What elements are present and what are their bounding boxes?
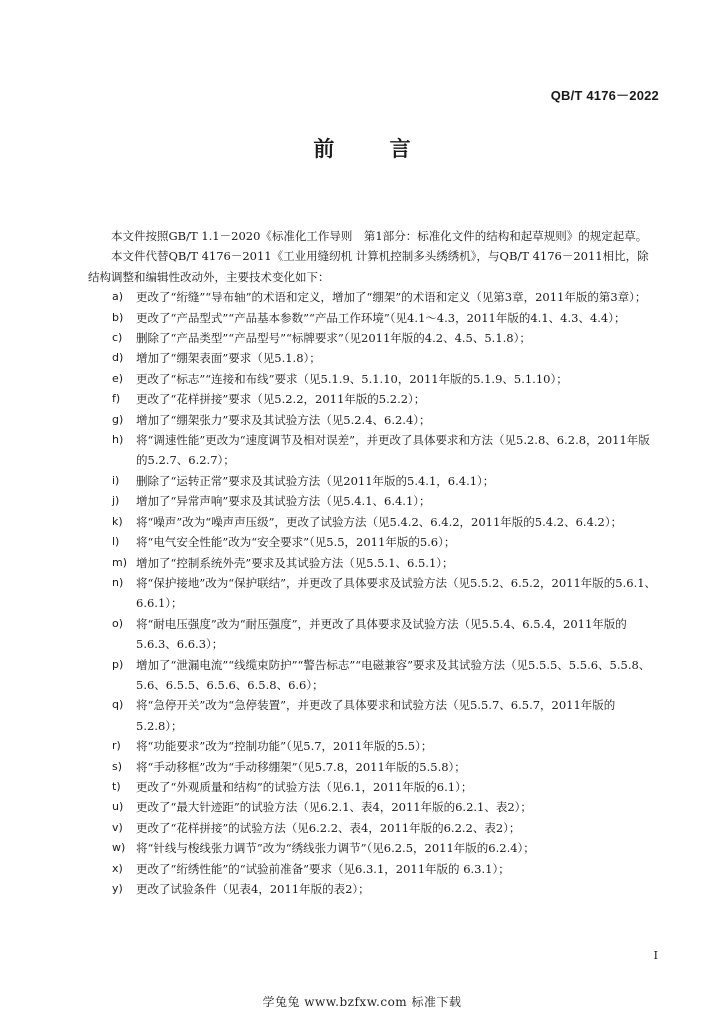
change-text: 增加了“异常声响”要求及其试验方法（见5.4.1、6.4.1）； [136,494,431,509]
change-item [88,838,659,858]
change-text: 将“手动移框”改为“手动移绷架”（见5.7.8，2011年版的5.5.8）； [136,759,466,774]
page-number: I [653,949,658,962]
change-item [88,879,659,899]
change-item [88,491,659,511]
list-marker: a) [112,290,124,304]
change-text: 更改了“标志”“连接和布线”要求（见5.1.9、5.1.10，2011年版的5.1.9、5.1.10）； [136,371,568,386]
change-item [88,859,659,879]
change-item [88,512,659,532]
change-item [88,410,659,430]
change-text: 将“保护接地”改为“保护联结”，并更改了具体要求及试验方法（见5.5.2、6.5.2，2011年版的5.6.1、6.6.1）； [136,575,657,611]
change-text: 更改了“外观质量和结构”的试验方法（见6.1，2011年版的6.1）； [136,779,473,794]
change-text: 更改了“花样拼接”要求（见5.2.2，2011年版的5.2.2）； [136,392,426,407]
change-text: 更改了“绗缝”“导布轴”的术语和定义，增加了“绷架”的术语和定义（见第3章，2011年版的第3章）； [136,290,647,305]
list-marker: b) [112,310,124,324]
change-text: 更改了“绗绣性能”的“试验前准备”要求（见6.3.1，2011年版的 6.3.1）； [136,861,510,876]
list-marker: e) [112,371,124,385]
list-marker: l) [112,535,120,549]
change-item [88,573,659,614]
list-marker: o) [112,616,124,630]
change-item [88,328,659,348]
change-text: 增加了“泄漏电流”“线缆束防护”“警告标志”“电磁兼容”要求及其试验方法（见5.5.5、5.5.6、5.5.8、5.6、6.5.5、6.5.6、6.5.8、6.6）； [136,657,651,692]
list-marker: s) [112,759,123,773]
change-text: 将“针线与梭线张力调节”改为“绣线张力调节”（见6.2.5，2011年版的6.2.4）； [136,841,535,856]
list-marker: p) [112,657,124,671]
change-item [88,777,659,797]
change-item [88,348,659,368]
list-marker: t) [112,779,121,793]
standard-number: QB/T 4176－2022 [550,88,659,103]
change-text: 更改了“最大针迹距”的试验方法（见6.2.1、表4，2011年版的6.2.1、表2）； [136,800,532,815]
foreword-body [88,226,659,899]
list-marker: d) [112,351,124,365]
change-item [88,308,659,328]
change-text: 增加了“绷架张力”要求及其试验方法（见5.2.4、6.2.4）； [136,412,431,427]
change-item [88,797,659,817]
change-text: 将“功能要求”改为“控制功能”（见5.7，2011年版的5.5）； [136,739,433,754]
change-item [88,553,659,573]
list-marker: n) [112,575,124,589]
change-text: 更改了“产品型式”“产品基本参数”“产品工作环境”（见4.1～4.3，2011年版的4.1、4.3、4.4）； [136,310,626,325]
intro-paragraph: 本文件代替QB/T 4176－2011《工业用缝纫机 计算机控制多头绣绣机》，与QB/T 4176－2011相比，除结构调整和编辑性改动外，主要技术变化如下： [88,249,649,284]
watermark-text: 学兔兔 www.bzfxw.com 标准下载 [262,995,462,1009]
change-text: 删除了“产品类型”“产品型号”“标牌要求”（见2011年版的4.2、4.5、5.1.8）； [136,331,531,346]
change-item [88,736,659,756]
page-title: 前 言 [313,137,435,161]
list-marker: g) [112,412,124,426]
list-marker: i) [112,473,120,487]
list-marker: h) [112,433,124,447]
list-marker: j) [112,494,120,508]
change-text: 将“耐电压强度”改为“耐压强度”，并更改了具体要求及试验方法（见5.5.4、6.5.4，2011年版的5.6.3、6.6.3）； [136,616,627,652]
list-marker: f) [112,392,121,406]
change-text: 将“噪声”改为“噪声声压级”，更改了试验方法（见5.4.2、6.4.2，2011年版的5.4.2、6.4.2）； [136,514,623,529]
change-text: 增加了“控制系统外壳”要求及其试验方法（见5.5.1、6.5.1）； [136,555,454,570]
change-text: 更改了试验条件（见表4，2011年版的表2）； [136,882,370,896]
change-item [88,430,659,471]
change-item [88,389,659,409]
change-text: 删除了“运转正常”要求及其试验方法（见2011年版的5.4.1，6.4.1）； [136,473,495,488]
list-marker: m) [112,555,128,569]
change-text: 将“电气安全性能”改为“安全要求”（见5.5，2011年版的5.6）； [136,535,456,550]
list-marker: u) [112,800,124,814]
list-marker: y) [112,882,123,895]
change-text: 增加了“绷架表面”要求（见5.1.8）； [136,351,321,366]
change-text: 更改了“花样拼接”的试验方法（见6.2.2、表4，2011年版的6.2.2、表2）； [136,820,521,835]
change-item [88,655,659,696]
change-item [88,471,659,491]
list-marker: w) [112,841,126,855]
change-item [88,695,659,736]
change-item [88,757,659,777]
change-item [88,287,659,307]
change-item [88,369,659,389]
change-text: 将“急停开关”改为“急停装置”，并更改了具体要求和试验方法（见5.5.7、6.5.7，2011年版的5.2.8）； [136,698,616,733]
change-item [88,532,659,552]
list-marker: v) [112,820,123,834]
list-marker: x) [112,861,123,875]
intro-paragraph: 本文件按照GB/T 1.1－2020《标准化工作导则 第1部分：标准化文件的结构和起草规则》的规定起草。 [111,229,648,243]
list-marker: c) [112,331,123,345]
change-item [88,614,659,655]
list-marker: q) [112,698,124,712]
list-marker: k) [112,514,123,528]
change-item [88,818,659,838]
list-marker: r) [112,739,121,753]
change-list [88,287,659,899]
change-text: 将“调速性能”更改为“速度调节及相对误差”，并更改了具体要求和方法（见5.2.8、6.2.8，2011年版的5.2.7、6.2.7）； [136,433,650,468]
